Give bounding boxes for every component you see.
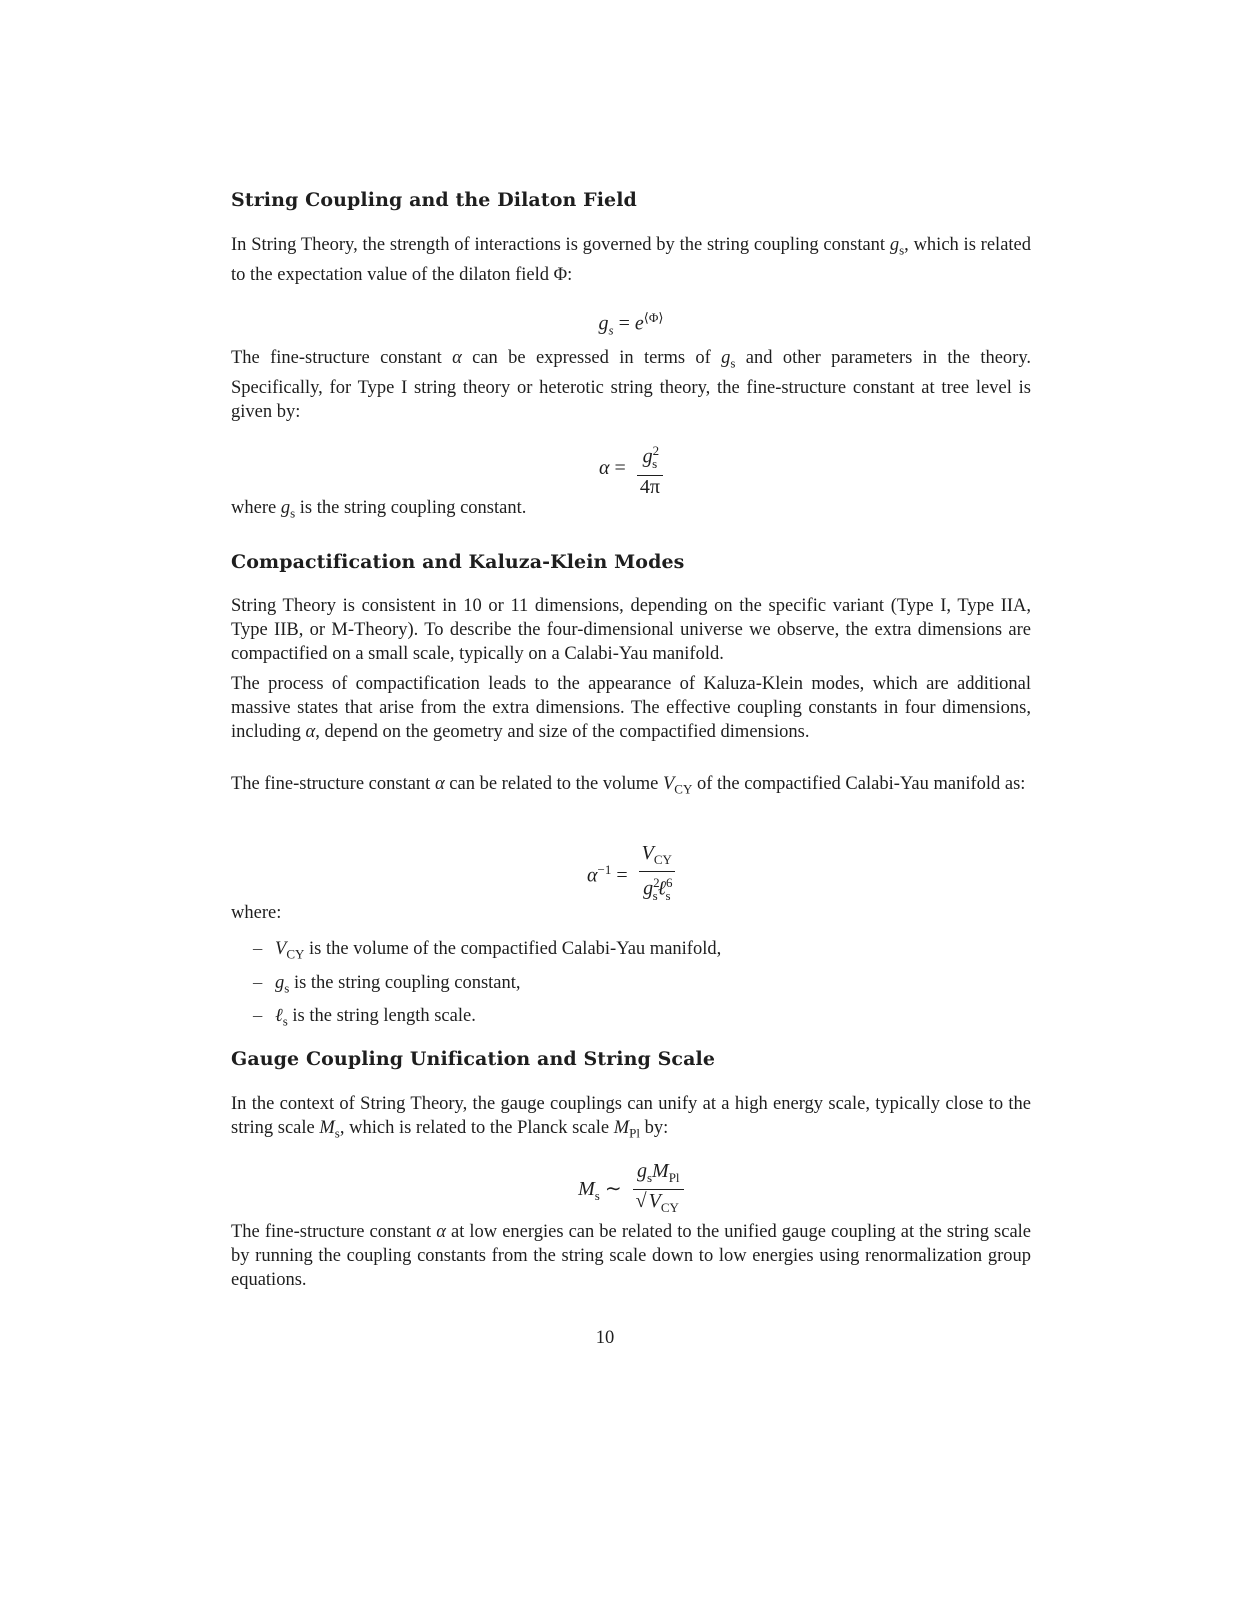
equation-alpha-volume [231,842,1031,907]
math-g: g [598,312,609,335]
math-sup: ⟨Φ⟩ [643,310,664,325]
math-lhs: $\alpha^{-1}$ = [587,861,628,887]
paragraph-where: where: [231,903,282,923]
denominator: $g^2_s\ell^6_s$ [643,875,673,903]
list-item: – $V_{CY}$ is the volume of the compactified Calabi-Yau manifold, [253,939,722,962]
math-ms: $M_s$ [319,1118,340,1141]
text: The fine-structure constant [231,1222,437,1242]
paragraph-kaluza-klein [231,672,1031,744]
text: at low energies can be related to the unified gauge coupling at the string scale by running the coupling constants from the string scale down to low energies using renormalization group equations. [231,1222,1032,1290]
page-number: 10 [595,1328,615,1348]
text: The fine-structure constant [231,774,435,794]
text: In the context of String Theory, the gauge couplings can unify at a high energy scale, typically close to the string scale [231,1094,1031,1138]
text: In String Theory, the strength of interactions is governed by the string coupling constant [231,235,890,255]
text: The process of compactification leads to the appearance of Kaluza-Klein modes, which are additional massive states that arise from the extra dimensions. The effective coupling constants in four dimensions, including [231,674,1031,742]
paragraph-volume [231,772,1031,802]
paragraph-fine-structure [231,346,1031,424]
math-alpha: α [434,774,445,794]
math-vcy: $V_{CY}$ [662,774,693,797]
text: and other parameters in the theory. Specifically, for Type I string theory or heterotic string theory, the fine-structure constant at tree level is given by: [231,348,1032,422]
math-alpha: α [452,348,462,368]
equation-string-scale [231,1160,1031,1219]
math-rhs: = e [618,312,644,335]
text: can be expressed in terms of [461,348,722,368]
paragraph-dimensions: String Theory is consistent in 10 or 11 dimensions, depending on the specific variant (Type I, Type IIA, Type IIB, or M-Theory). To describe the four-dimensional universe we observe, the extra dimensions are compactified on a small scale, typically on a Calabi-Yau manifold. [231,596,1031,664]
math-sub: s [608,322,614,338]
paragraph-where-gs [231,496,1031,526]
text: , which is related to the Planck scale [339,1118,614,1138]
section-heading-dilaton: String Coupling and the Dilaton Field [231,189,637,211]
paragraph-low-energy [231,1220,1031,1292]
math-alpha: α [305,722,316,742]
section-heading-gauge-unification: Gauge Coupling Unification and String Scale [231,1048,716,1070]
text: , which is related to the expectation value of the dilaton field Φ: [231,235,1032,285]
math-gs: $g_s$ [721,348,736,371]
section-heading-compactification: Compactification and Kaluza-Klein Modes [231,551,685,573]
math-alpha: α [436,1222,446,1242]
fraction [639,842,675,907]
text: where [231,498,281,518]
text: , depend on the geometry and size of the compactified dimensions. [315,722,810,742]
math-mpl: $M_{Pl}$ [613,1118,640,1141]
numerator: $g_sM_{Pl}$ [633,1160,684,1190]
math-gs: $g_s$ [280,498,296,521]
math-lhs: α = [599,457,626,480]
math-lhs: $M_s$ ∼ [578,1177,622,1203]
math-gs: $g_s$ [889,235,905,258]
text: can be related to the volume [444,774,663,794]
paragraph-string-scale [231,1092,1031,1146]
sqrt: √ $V_{CY}$ [635,1190,679,1215]
denominator [633,1190,684,1219]
text: The fine-structure constant [231,348,453,368]
text: of the compactified Calabi-Yau manifold as: [692,774,1026,794]
numerator: $g^2_s$ [637,440,663,476]
fraction [637,440,663,498]
numerator: $V_{CY}$ [639,842,675,872]
text: is the string coupling constant. [295,498,527,518]
text: by: [639,1118,669,1138]
equation-alpha-tree [231,440,1031,498]
paragraph-dilaton-intro [231,233,1031,287]
fraction [633,1160,684,1219]
equation-gs-dilaton [231,310,1031,339]
list-item: – ℓ$_s$ is the string length scale. [253,1006,476,1030]
list-item: – $g_s$ is the string coupling constant, [253,972,521,996]
denominator: 4π [639,475,660,498]
